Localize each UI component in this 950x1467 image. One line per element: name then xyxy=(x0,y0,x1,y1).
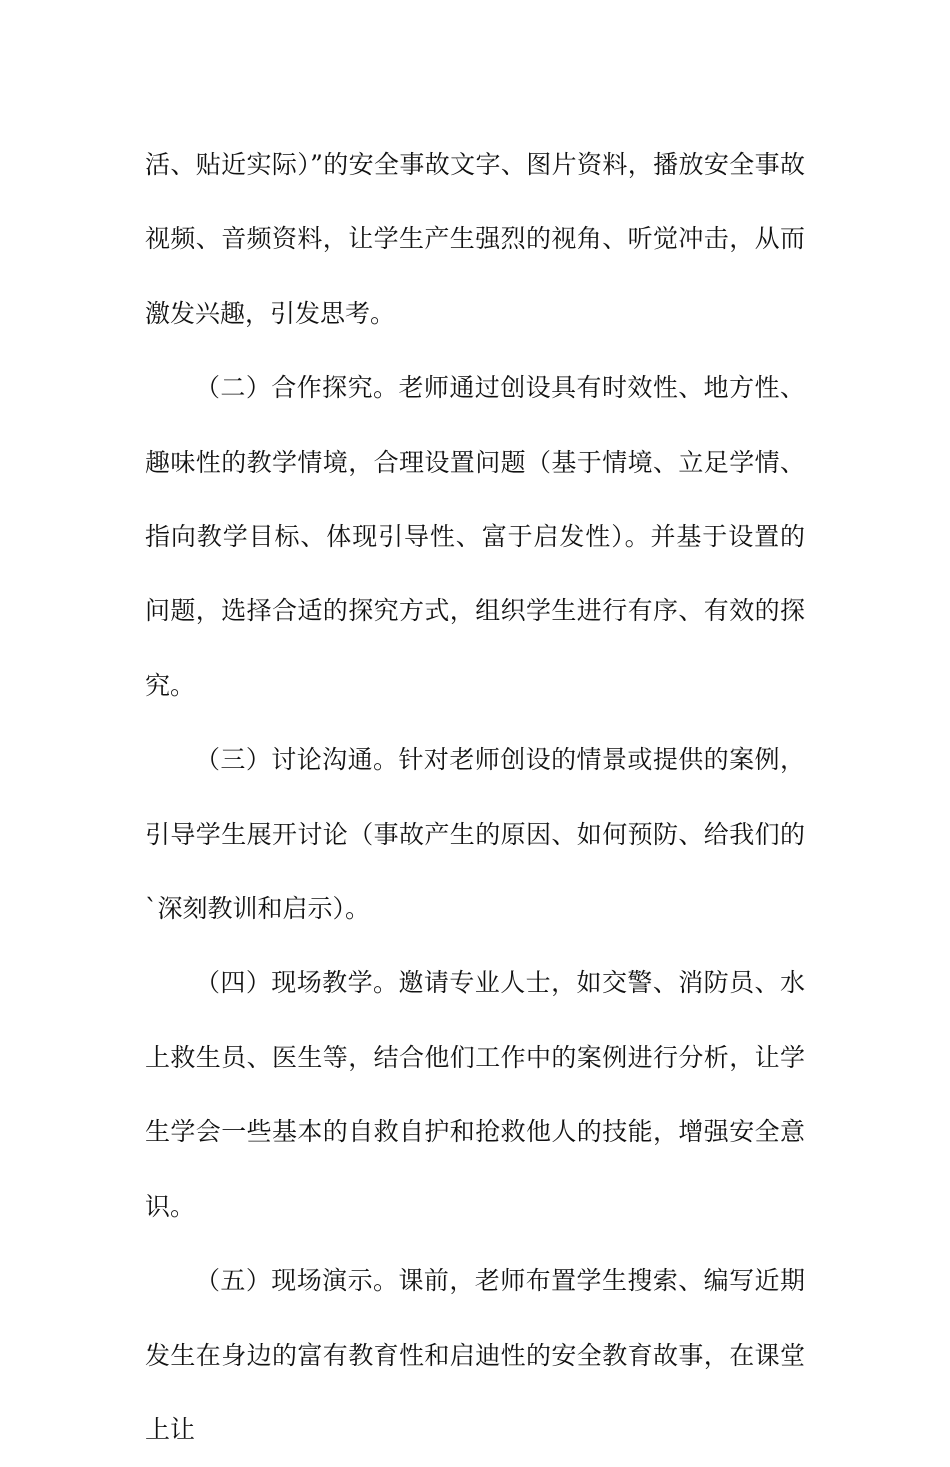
paragraph-continuation: 活、贴近实际）”的安全事故文字、图片资料，播放安全事故视频、音频资料，让学生产生强烈的视角、听觉冲击，从而激发兴趣，引发思考。 xyxy=(145,150,805,328)
paragraph-cooperative-inquiry: （二）合作探究。老师通过创设具有时效性、地方性、趣味性的教学情境，合理设置问题（基于情境、立足学情、指向教学目标、体现引导性、富于启发性）。并基于设置的问题，选择合适的探究方式，组织学生进行有序、有效的探究。 xyxy=(145,373,805,700)
document-body xyxy=(145,128,805,1467)
paragraph-discussion: （三）讨论沟通。针对老师创设的情景或提供的案例，引导学生展开讨论（事故产生的原因、如何预防、给我们的`深刻教训和启示）。 xyxy=(145,745,805,924)
paragraph-onsite-demonstration: （五）现场演示。课前，老师布置学生搜索、编写近期发生在身边的富有教育性和启迪性的安全教育故事，在课堂上让 xyxy=(145,1266,805,1444)
paragraph-onsite-teaching: （四）现场教学。邀请专业人士，如交警、消防员、水上救生员、医生等，结合他们工作中的案例进行分析，让学生学会一些基本的自救自护和抢救他人的技能，增强安全意识。 xyxy=(145,968,805,1221)
